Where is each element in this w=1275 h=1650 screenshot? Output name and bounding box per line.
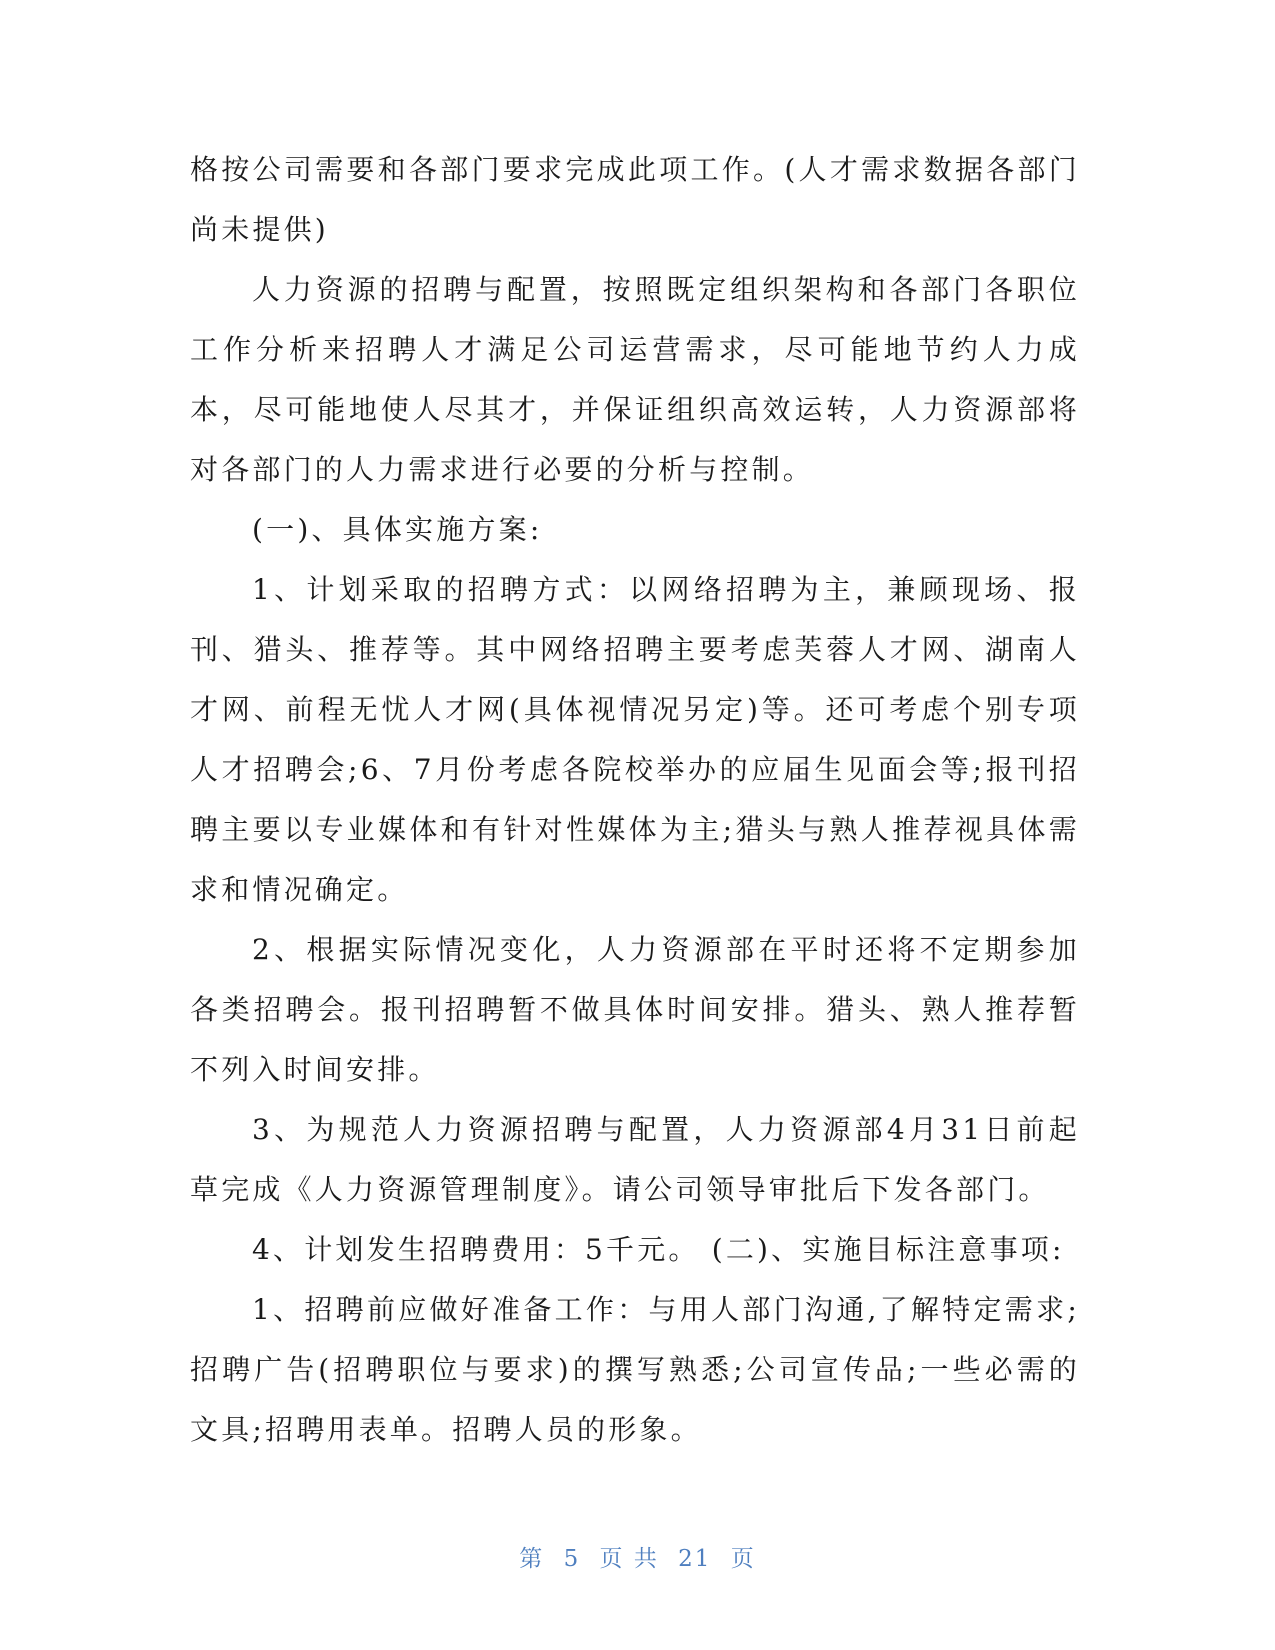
footer-prefix: 第: [519, 1546, 545, 1572]
section-heading-implementation-plan: (一)、具体实施方案:: [252, 513, 543, 546]
footer-total-pages: 21: [678, 1546, 712, 1572]
footer-current-page: 5: [563, 1546, 581, 1572]
paragraph-item-2-job-fairs: 2、根据实际情况变化，人力资源部在平时还将不定期参加各类招聘会。报刊招聘暂不做具体时间安排。猎头、熟人推荐暂不列入时间安排。: [190, 933, 1080, 1086]
paragraph-recruitment-overview: 人力资源的招聘与配置，按照既定组织架构和各部门各职位工作分析来招聘人才满足公司运营需求，尽可能地节约人力成本，尽可能地使人尽其才，并保证组织高效运转，人力资源部将对各部门的人力需求进行必要的分析与控制。: [190, 273, 1080, 486]
page-number-footer: [0, 1540, 1275, 1573]
footer-middle: 页 共: [599, 1546, 659, 1572]
paragraph-continuation: 格按公司需要和各部门要求完成此项工作。(人才需求数据各部门尚未提供): [190, 153, 1080, 246]
document-body: [190, 140, 1080, 1460]
footer-suffix: 页: [730, 1546, 756, 1572]
paragraph-item-1-preparation: 1、招聘前应做好准备工作：与用人部门沟通,了解特定需求;招聘广告(招聘职位与要求)的撰写熟悉;公司宣传品;一些必需的文具;招聘用表单。招聘人员的形象。: [190, 1293, 1080, 1446]
paragraph-item-3-hr-policy: 3、为规范人力资源招聘与配置，人力资源部4月31日前起草完成《人力资源管理制度》。请公司领导审批后下发各部门。: [190, 1113, 1080, 1206]
paragraph-item-1-recruitment-methods: 1、计划采取的招聘方式：以网络招聘为主，兼顾现场、报刊、猎头、推荐等。其中网络招聘主要考虑芙蓉人才网、湖南人才网、前程无忧人才网(具体视情况另定)等。还可考虑个别专项人才招聘会;6、7月份考虑各院校举办的应届生见面会等;报刊招聘主要以专业媒体和有针对性媒体为主;猎头与熟人推荐视具体需求和情况确定。: [190, 573, 1080, 906]
paragraph-item-4-recruitment-cost: 4、计划发生招聘费用：5千元。 (二)、实施目标注意事项:: [252, 1233, 1065, 1266]
